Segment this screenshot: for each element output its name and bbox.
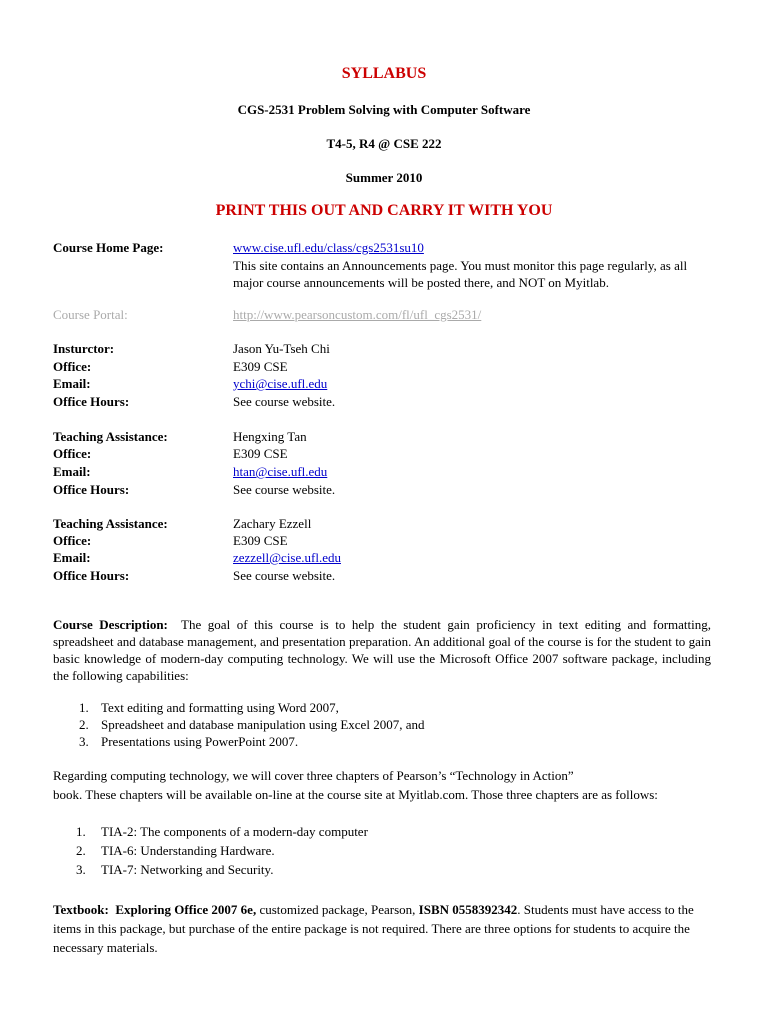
- list-number: 1.: [76, 824, 86, 839]
- email-link[interactable]: ychi@cise.ufl.edu: [233, 376, 328, 391]
- portal-label: Course Portal:: [53, 307, 128, 322]
- office-hours-label: Office Hours:: [53, 568, 130, 583]
- email-link[interactable]: htan@cise.ufl.edu: [233, 464, 328, 479]
- office-label: Office:: [53, 359, 92, 374]
- home-page-label: Course Home Page:: [53, 240, 164, 255]
- course-description: [53, 616, 711, 684]
- document-title: SYLLABUS: [341, 65, 427, 82]
- list-number: 2.: [79, 717, 89, 732]
- email-link[interactable]: zezzell@cise.ufl.edu: [233, 550, 341, 565]
- staff-name: Hengxing Tan: [233, 429, 307, 444]
- staff-role-label: Teaching Assistance:: [53, 516, 168, 531]
- course-description-text: The goal of this course is to help the student gain proficiency in text editing and formatting, spreadsheet and database management, and presentation preparation. An additional goal of the course is for the student to gain basic knowledge of modern-day computing technology. We will use the Microsoft Office 2007 software package, including the following capabilities:: [53, 617, 711, 683]
- staff-role-label: Teaching Assistance:: [53, 429, 168, 444]
- office-value: E309 CSE: [233, 446, 288, 461]
- textbook-label: Textbook:: [53, 902, 109, 917]
- course-schedule: T4-5, R4 @ CSE 222: [326, 136, 442, 151]
- office-value: E309 CSE: [233, 359, 288, 374]
- staff-name: Zachary Ezzell: [233, 516, 312, 531]
- textbook-publisher: customized package, Pearson,: [256, 902, 419, 917]
- print-notice: PRINT THIS OUT AND CARRY IT WITH YOU: [215, 202, 553, 219]
- list-item: TIA-7: Networking and Security.: [101, 862, 274, 877]
- technology-line-1: Regarding computing technology, we will cover three chapters of Pearson’s “Technology in Action”: [53, 768, 574, 783]
- textbook-details: . Students must have access to the items in this package, but purchase of the entire package is not required. There are three options for students to acquire the necessary materials.: [53, 902, 694, 955]
- list-item: Spreadsheet and database manipulation using Excel 2007, and: [101, 717, 425, 732]
- list-item: TIA-2: The components of a modern-day computer: [101, 824, 368, 839]
- home-page-desc-line-1: This site contains an Announcements page. You must monitor this page regularly, as all: [233, 258, 688, 273]
- home-page-link[interactable]: www.cise.ufl.edu/class/cgs2531su10: [233, 240, 424, 255]
- list-number: 2.: [76, 843, 86, 858]
- office-hours-value: See course website.: [233, 482, 336, 497]
- list-item: TIA-6: Understanding Hardware.: [101, 843, 275, 858]
- list-item: Presentations using PowerPoint 2007.: [101, 734, 299, 749]
- course-term: Summer 2010: [345, 170, 423, 185]
- staff-role-label: Insturctor:: [53, 341, 115, 356]
- textbook-paragraph: [53, 900, 711, 957]
- office-hours-label: Office Hours:: [53, 482, 130, 497]
- office-label: Office:: [53, 446, 92, 461]
- email-label: Email:: [53, 376, 91, 391]
- course-title: CGS-2531 Problem Solving with Computer Software: [237, 102, 531, 117]
- textbook-isbn: ISBN 0558392342: [418, 902, 518, 917]
- portal-link[interactable]: http://www.pearsoncustom.com/fl/ufl_cgs2531/: [233, 307, 482, 322]
- course-description-label: Course Description:: [53, 617, 168, 632]
- office-hours-value: See course website.: [233, 394, 336, 409]
- email-label: Email:: [53, 550, 91, 565]
- list-number: 3.: [76, 862, 86, 877]
- textbook-title: Exploring Office 2007 6e,: [115, 902, 257, 917]
- list-number: 3.: [79, 734, 89, 749]
- list-number: 1.: [79, 700, 89, 715]
- home-page-desc-line-2: major course announcements will be posted there, and NOT on Myitlab.: [233, 275, 609, 290]
- office-hours-label: Office Hours:: [53, 394, 130, 409]
- office-label: Office:: [53, 533, 92, 548]
- email-label: Email:: [53, 464, 91, 479]
- office-value: E309 CSE: [233, 533, 288, 548]
- office-hours-value: See course website.: [233, 568, 336, 583]
- staff-name: Jason Yu-Tseh Chi: [233, 341, 330, 356]
- list-item: Text editing and formatting using Word 2007,: [101, 700, 339, 715]
- technology-line-2: book. These chapters will be available on-line at the course site at Myitlab.com. Those three chapters are as follows:: [53, 787, 658, 802]
